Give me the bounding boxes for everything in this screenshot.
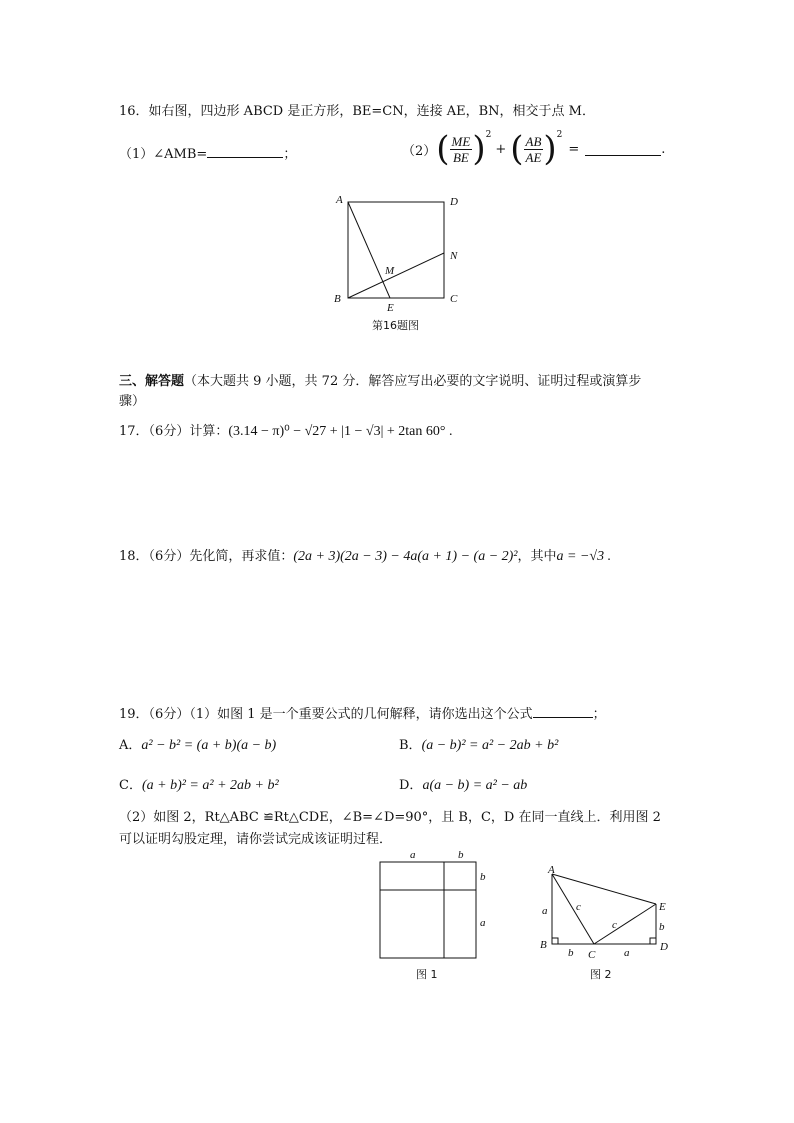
label-d: D xyxy=(660,941,668,953)
option-c-formula: (a + b)² = a² + 2ab + b² xyxy=(141,778,279,793)
label-a-right: a xyxy=(480,917,486,929)
exponent: 2 xyxy=(485,130,492,140)
option-d-label: D． xyxy=(399,778,423,793)
exponent: 2 xyxy=(556,130,563,140)
label-b: B xyxy=(540,939,547,951)
section3-title: 三、解答题 xyxy=(119,374,185,389)
q19-figure1 xyxy=(372,846,492,986)
fraction-numerator: ME xyxy=(451,133,471,149)
q19-part2-line1: （2）如图 2，Rt△ABC ≌Rt△CDE，∠B=∠D=90°，且 B，C，D 在同一直线上．利用图 2 xyxy=(119,810,661,825)
q16-part1-end: ； xyxy=(283,147,297,162)
label-a-bottom: a xyxy=(624,947,630,959)
fraction-me-be xyxy=(450,134,473,165)
label-c-right: c xyxy=(612,919,617,931)
option-b-formula: (a − b)² = a² − 2ab + b² xyxy=(421,738,559,753)
option-c-label: C． xyxy=(119,778,142,793)
q19-part2-line2: 可以证明勾股定理，请你尝试完成该证明过程． xyxy=(119,832,393,847)
left-paren: ( xyxy=(510,129,524,169)
label-b-right: b xyxy=(480,871,486,883)
option-a-label: A． xyxy=(119,738,142,753)
q18-expression: (2a + 3)(2a − 3) − 4a(a + 1) − (a − 2)² xyxy=(293,549,518,564)
q18-mid: ，其中 xyxy=(517,549,557,564)
right-angle-b xyxy=(552,938,558,944)
option-d-formula: a(a − b) = a² − ab xyxy=(422,778,528,793)
q16-part2-end: . xyxy=(661,141,666,157)
q16-stem: 16．如右图，四边形 ABCD 是正方形，BE=CN，连接 AE，BN，相交于点 M． xyxy=(119,104,595,119)
right-paren: ) xyxy=(543,129,557,169)
label-c: C xyxy=(450,293,458,305)
label-b-right: b xyxy=(659,921,665,933)
label-b-bottom: b xyxy=(568,947,574,959)
option-a-formula: a² − b² = (a + b)(a − b) xyxy=(141,738,277,753)
q18-condition: a = −√3 . xyxy=(556,549,612,564)
q16-figure xyxy=(330,190,470,340)
label-a: A xyxy=(336,194,343,206)
label-b: B xyxy=(334,293,341,305)
q16-figure-caption: 第16题图 xyxy=(372,319,419,332)
q19-line1-text: 19．（6分）（1）如图 1 是一个重要公式的几何解释，请你选出这个公式 xyxy=(119,707,533,722)
outer-path xyxy=(552,874,656,944)
q16-part2-blank[interactable] xyxy=(585,142,661,156)
q19-blank[interactable] xyxy=(533,704,593,718)
plus-sign: + xyxy=(495,141,507,157)
q18 xyxy=(119,545,611,565)
label-a-left: a xyxy=(542,905,548,917)
label-c-left: c xyxy=(576,901,581,913)
q18-prefix: 18．（6分）先化简，再求值： xyxy=(119,549,294,564)
label-a-top: a xyxy=(410,849,416,861)
q19-option-a xyxy=(119,734,276,754)
outer-square xyxy=(380,862,476,958)
label-n: N xyxy=(450,250,458,262)
section3-header xyxy=(119,370,641,389)
segment-ce xyxy=(594,904,656,944)
left-paren: ( xyxy=(436,129,450,169)
q19-line1 xyxy=(119,703,606,722)
q16-part1-label: （1）∠AMB= xyxy=(119,147,208,162)
label-e: E xyxy=(387,302,394,314)
square-abcd xyxy=(348,202,444,298)
q19-option-b xyxy=(399,734,558,754)
q17-prefix: 17．（6分）计算： xyxy=(119,424,229,439)
fraction-ab-ae xyxy=(524,134,544,165)
q16-part2 xyxy=(402,126,665,172)
q16-part1 xyxy=(119,143,296,162)
q17-expression: (3.14 − π)⁰ − √27 + |1 − √3| + 2tan 60° . xyxy=(228,424,453,439)
fraction-denominator: BE xyxy=(452,149,469,165)
option-b-label: B． xyxy=(399,738,422,753)
fraction-denominator: AE xyxy=(525,149,542,165)
label-m: M xyxy=(385,265,395,277)
fraction-numerator: AB xyxy=(525,133,542,149)
label-c: C xyxy=(588,949,596,961)
right-angle-d xyxy=(650,938,656,944)
q19-figure2 xyxy=(532,860,682,990)
right-paren: ) xyxy=(472,129,486,169)
q19-line1-end: ； xyxy=(592,707,606,722)
equals-sign: = xyxy=(568,141,580,157)
section3-desc-line1: （本大题共 9 小题，共 72 分．解答应写出必要的文字说明、证明过程或演算步 xyxy=(184,374,642,389)
label-d: D xyxy=(450,196,458,208)
segment-bn xyxy=(348,253,444,298)
q16-part2-label: （2） xyxy=(402,143,437,159)
q16-part1-blank[interactable] xyxy=(207,144,283,158)
figure1-caption: 图 1 xyxy=(416,968,438,981)
label-a: A xyxy=(548,864,555,876)
figure2-caption: 图 2 xyxy=(590,968,612,981)
q19-option-d xyxy=(399,774,527,794)
label-b-top: b xyxy=(458,849,464,861)
label-e: E xyxy=(659,901,666,913)
q19-option-c xyxy=(119,774,279,794)
segment-ae xyxy=(348,202,390,298)
section3-desc-line2: 骤） xyxy=(119,394,146,409)
q17 xyxy=(119,420,453,440)
